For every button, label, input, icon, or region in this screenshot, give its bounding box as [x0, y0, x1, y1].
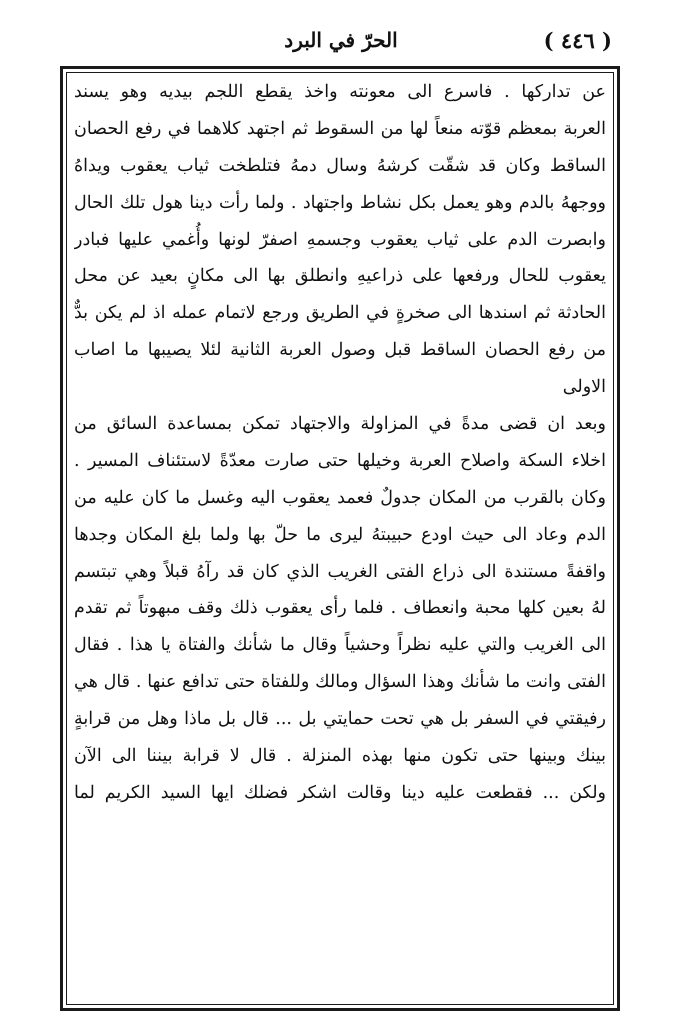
- text-line: العربة بمعظم قوّته منعاً لها من السقوط ثم اجتهد كلاهما في رفع الحصان: [74, 118, 606, 139]
- text-line: الاولى: [562, 377, 606, 398]
- text-line: يعقوب للحال ورفعها على ذراعيهِ وانطلق بها الى مكانٍ بعيد عن محل: [74, 266, 606, 287]
- text-line: الى الغريب والتي عليه نظراً وحشياً وقال ما شأنك والفتاة يا هذا . فقال: [74, 635, 606, 656]
- body-text: [74, 74, 606, 812]
- page-header: [70, 28, 612, 58]
- text-line: اخلاء السكة واصلاح العربة وخيلها حتى صارت معدّةً لاستئناف المسير .: [74, 450, 606, 471]
- page-number: ( ٤٤٦ ): [543, 28, 612, 53]
- text-line: الفتى وانت ما شأنك وهذا السؤال ومالك وللفتاة حتى تدافع عنها . قال هي: [74, 672, 606, 693]
- text-line: لهُ بعين كلها محبة وانعطاف . فلما رأى يعقوب ذلك وقف مبهوتاً ثم تقدم: [74, 598, 606, 619]
- text-line: الساقط وكان قد شقّت كرشهُ وسال دمهُ فتلطخت ثياب يعقوب ويداهُ: [74, 155, 606, 176]
- text-line: واقفةً مستندة الى ذراع الفتى الغريب الذي كان قد رآهُ قبلاً وهي تبتسم: [74, 561, 606, 582]
- text-line: وكان بالقرب من المكان جدولٌ فعمد يعقوب اليه وغسل ما كان عليه من: [74, 487, 606, 508]
- text-line: الحادثة ثم اسندها الى صخرةٍ في الطريق ورجع لاتمام عمله اذ لم يكن بدٌّ: [74, 303, 606, 324]
- text-line: رفيقتي في السفر بل هي تحت حمايتي بل ... قال بل ماذا وهل من قرابةٍ: [74, 709, 606, 730]
- text-line: وبعد ان قضى مدةً في المزاولة والاجتهاد تمكن بمساعدة السائق من: [74, 414, 606, 435]
- text-line: عن تداركها . فاسرع الى معونته واخذ يقطع اللجم بيديه وهو يسند: [74, 82, 606, 102]
- text-line: ووجههُ بالدم وهو يعمل بكل نشاط واجتهاد . ولما رأت دينا هول تلك الحال: [74, 192, 606, 213]
- text-line: ولكن ... فقطعت عليه دينا وقالت اشكر فضلك ايها السيد الكريم لما: [74, 782, 606, 803]
- running-title: الحرّ في البرد: [284, 28, 398, 52]
- text-line: من رفع الحصان الساقط قبل وصول العربة الثانية لئلا يصيبها ما اصاب: [74, 340, 606, 361]
- text-line: وابصرت الدم على ثياب يعقوب وجسمهِ اصفرّ لونها وأُغمي عليها فبادر: [74, 229, 606, 250]
- text-line: بينك وبينها حتى تكون منها بهذه المنزلة . قال لا قرابة بيننا الى الآن: [74, 746, 606, 767]
- text-line: الدم وعاد الى حيث اودع حبيبتهُ ليرى ما حلّ بها ولما بلغ المكان وجدها: [74, 524, 606, 545]
